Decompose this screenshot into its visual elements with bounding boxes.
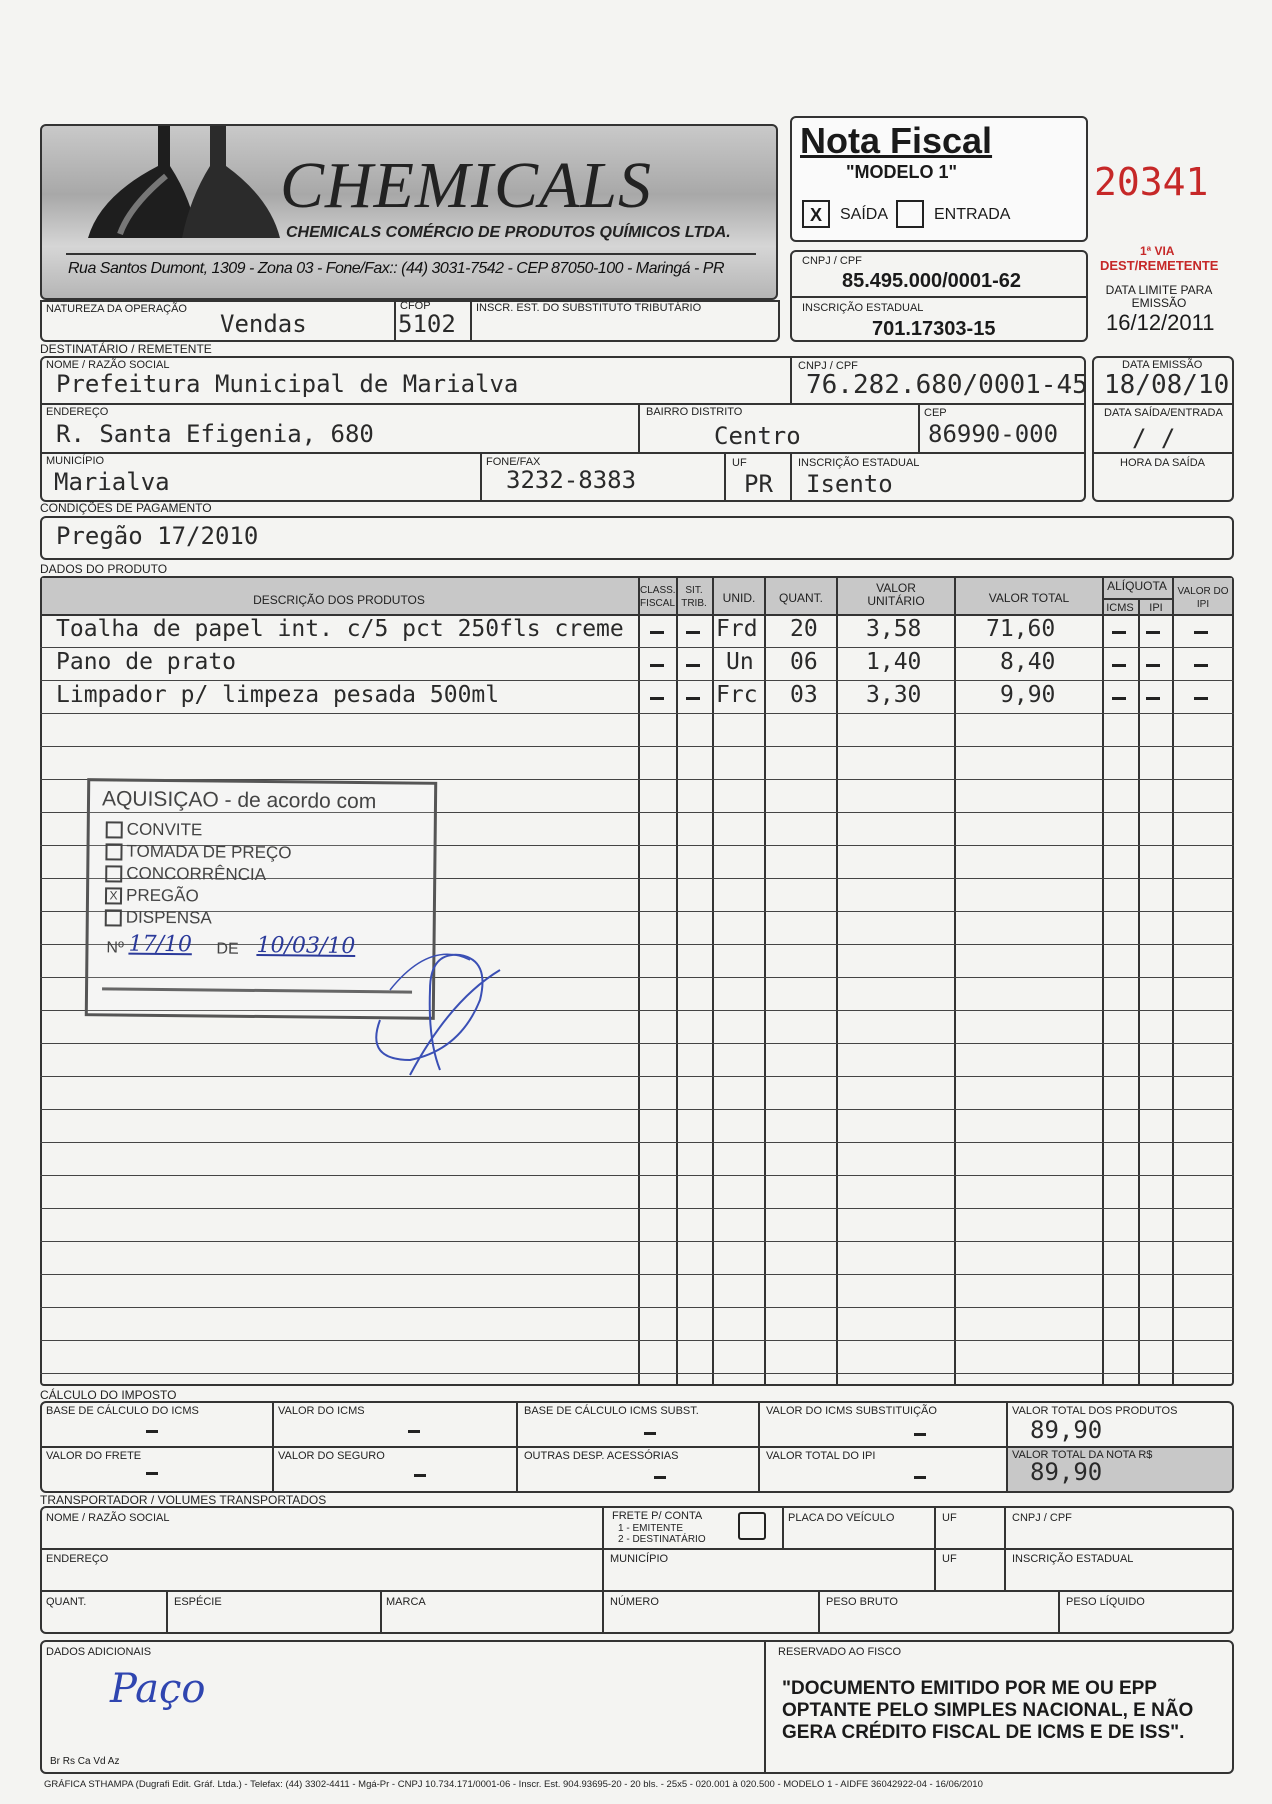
transp-ie-label: INSCRIÇÃO ESTADUAL: [1012, 1553, 1134, 1565]
company-full-name: CHEMICALS COMÉRCIO DE PRODUTOS QUÍMICOS LTDA.: [286, 224, 731, 241]
produtos-section: DADOS DO PRODUTO: [40, 562, 168, 576]
stamp-option: [105, 907, 212, 928]
dest-bairro: Centro: [714, 422, 801, 450]
transp-municipio-label: MUNICÍPIO: [610, 1553, 669, 1565]
item-2-unid: Un: [726, 649, 754, 675]
item-3-valor-unit: 3,30: [866, 682, 922, 708]
data-limite-label: DATA LIMITE PARA EMISSÃO: [1105, 283, 1213, 310]
stamp-option-checkbox: [106, 821, 123, 838]
frete-label: VALOR DO FRETE: [46, 1450, 142, 1462]
table-row-line: [40, 1142, 1234, 1143]
transp-numero-label: NÚMERO: [610, 1596, 659, 1608]
peso-liquido-label: PESO LÍQUIDO: [1066, 1596, 1145, 1608]
company-name: CHEMICALS: [280, 149, 652, 222]
signature-scribble: [370, 940, 510, 1090]
total-produtos-label: VALOR TOTAL DOS PRODUTOS: [1012, 1405, 1178, 1417]
natureza-value: Vendas: [220, 310, 307, 338]
item-1-valor-total: 71,60: [986, 616, 1056, 642]
nota-title: Nota Fiscal: [800, 120, 993, 161]
stamp-title: AQUISIÇAO - de acordo com: [101, 787, 377, 814]
item-2-descricao: Pano de prato: [56, 649, 237, 675]
saida-label: SAÍDA: [840, 206, 889, 223]
transp-uf-label: UF: [942, 1512, 957, 1524]
transp-marca-label: MARCA: [386, 1596, 426, 1608]
empty-cell-dash: [1146, 664, 1160, 667]
dest-endereco-label: ENDEREÇO: [46, 406, 109, 418]
cfop-value: 5102: [398, 310, 456, 338]
transp-nome-label: NOME / RAZÃO SOCIAL: [46, 1512, 170, 1524]
table-row-line: [40, 647, 1234, 648]
dest-cep: 86990-000: [928, 420, 1059, 448]
col-ipi: IPI: [1149, 602, 1163, 614]
table-row-line: [40, 1373, 1234, 1374]
entrada-label: ENTRADA: [934, 206, 1011, 223]
stamp-option-checkbox: [105, 909, 122, 926]
table-row-line: [40, 1043, 1234, 1044]
table-row-line: [40, 1241, 1234, 1242]
dest-ie: Isento: [806, 470, 893, 498]
dest-municipio: Marialva: [54, 468, 170, 496]
emitente-cnpj: 85.495.000/0001-62: [842, 270, 1022, 292]
data-saida-label: DATA SAÍDA/ENTRADA: [1104, 407, 1223, 419]
emitente-ie: 701.17303-15: [872, 318, 996, 340]
item-2-valor-total: 8,40: [1000, 649, 1056, 675]
stamp-option-label: CONVITE: [126, 819, 203, 840]
transp-endereco-label: ENDEREÇO: [46, 1553, 109, 1565]
total-produtos: 89,90: [1030, 1416, 1103, 1444]
stamp-num: 17/10: [128, 931, 193, 958]
stamp-option-checkbox: [105, 843, 122, 860]
table-row-line: [40, 1307, 1234, 1308]
item-3-descricao: Limpador p/ limpeza pesada 500ml: [56, 682, 500, 708]
empty-cell-dash: [1194, 631, 1208, 634]
adicionais-handwritten: Paço: [110, 1666, 206, 1712]
stamp-option-label: PREGÃO: [125, 885, 199, 906]
valor-icms-label: VALOR DO ICMS: [278, 1405, 365, 1417]
pagamento-section: CONDIÇÕES DE PAGAMENTO: [40, 501, 212, 515]
dest-fone: 3232-8383: [506, 466, 637, 494]
item-3-unid: Frc: [716, 682, 758, 708]
data-emissao: 18/08/10: [1104, 370, 1230, 400]
col-quant: QUANT.: [778, 591, 823, 605]
modelo-label: "MODELO 1": [846, 162, 958, 182]
saida-checkbox[interactable]: X: [802, 200, 830, 228]
frete-checkbox[interactable]: [738, 1512, 766, 1540]
via-dest-label: DEST/REMETENTE: [1100, 258, 1219, 273]
cfop-label: CFOP: [400, 300, 431, 312]
empty-cell-dash: [650, 697, 664, 700]
banner-divider: [66, 253, 756, 255]
dest-cnpj-label: CNPJ / CPF: [798, 360, 858, 372]
col-valor-ipi: VALOR DO IPI: [1177, 586, 1229, 610]
entrada-checkbox[interactable]: [896, 200, 924, 228]
pagamento-value: Pregão 17/2010: [56, 522, 259, 550]
data-emissao-label: DATA EMISSÃO: [1122, 359, 1203, 371]
fisco-label: RESERVADO AO FISCO: [778, 1646, 902, 1658]
col-class: CLASS. FISCAL: [640, 585, 676, 609]
transp-quant-label: QUANT.: [46, 1596, 87, 1608]
imposto-section: CÁLCULO DO IMPOSTO: [40, 1388, 177, 1402]
nota-fiscal-box: [790, 116, 1088, 242]
natureza-label: NATUREZA DA OPERAÇÃO: [46, 303, 187, 315]
stamp-num-label: Nº: [106, 939, 124, 957]
empty-cell-dash: [1112, 664, 1126, 667]
dest-cep-label: CEP: [924, 407, 947, 419]
item-1-unid: Frd: [716, 616, 758, 642]
empty-cell-dash: [650, 631, 664, 634]
transp-uf2-label: UF: [942, 1553, 957, 1565]
col-icms: ICMS: [1106, 602, 1134, 614]
company-address: Rua Santos Dumont, 1309 - Zona 03 - Fone/Fax:: (44) 3031-7542 - CEP 87050-100 - Maringá - PR: [68, 260, 724, 277]
dest-ie-label: INSCRIÇÃO ESTADUAL: [798, 457, 920, 469]
valor-subst-label: VALOR DO ICMS SUBSTITUIÇÃO: [766, 1405, 937, 1417]
col-valor-unit: VALOR UNITÁRIO: [867, 581, 925, 608]
stamp-option: [105, 841, 291, 863]
hora-saida-label: HORA DA SAÍDA: [1120, 457, 1205, 469]
stamp-option-label: TOMADA DE PREÇO: [126, 841, 292, 863]
placa-label: PLACA DO VEÍCULO: [788, 1512, 895, 1524]
col-unid: UNID.: [722, 591, 756, 605]
destinatario-section: DESTINATÁRIO / REMETENTE: [40, 342, 212, 356]
dest-municipio-label: MUNICÍPIO: [46, 455, 105, 467]
grafica-footer: GRÁFICA STHAMPA (Dugrafi Edit. Gráf. Ltda.) - Telefax: (44) 3302-4411 - Mgá-Pr - CNPJ 10.734.171/0001-06 - Inscr. Est. 904.93695-20 - 20 bls. - 25x5 - 020.001 à 020.500 - MODELO 1 - AIDFE 36042922-04 - 16/06/2010: [44, 1779, 983, 1790]
col-valor-total: VALOR TOTAL: [988, 591, 1070, 605]
frete-opt1: 1 - EMITENTE: [618, 1523, 684, 1534]
table-row-line: [40, 713, 1234, 714]
empty-cell-dash: [686, 631, 700, 634]
item-3-valor-total: 9,90: [1000, 682, 1056, 708]
col-descricao: DESCRIÇÃO DOS PRODUTOS: [253, 593, 425, 607]
stamp-option: [105, 863, 266, 885]
dest-fone-label: FONE/FAX: [486, 456, 541, 468]
table-row-line: [40, 1274, 1234, 1275]
empty-cell-dash: [650, 664, 664, 667]
dest-nome-label: NOME / RAZÃO SOCIAL: [46, 359, 170, 371]
empty-cell-dash: [686, 697, 700, 700]
peso-bruto-label: PESO BRUTO: [826, 1596, 898, 1608]
outras-label: OUTRAS DESP. ACESSÓRIAS: [524, 1450, 679, 1462]
empty-cell-dash: [1194, 664, 1208, 667]
fisco-text: "DOCUMENTO EMITIDO POR ME OU EPP OPTANTE PELO SIMPLES NACIONAL, E NÃO GERA CRÉDITO FISCAL DE ICMS E DE ISS".: [782, 1678, 1194, 1743]
item-1-valor-unit: 3,58: [866, 616, 922, 642]
table-row-line: [40, 1208, 1234, 1209]
adicionais-label: DADOS ADICIONAIS: [46, 1646, 152, 1658]
frete-conta-label: FRETE P/ CONTA: [612, 1510, 703, 1522]
total-nota-label: VALOR TOTAL DA NOTA R$: [1012, 1449, 1153, 1461]
stamp-option-checkbox: [105, 865, 122, 882]
stamp-option-checkbox: X: [105, 887, 122, 904]
stamp-underline: [102, 987, 412, 993]
item-1-descricao: Toalha de papel int. c/5 pct 250fls creme: [56, 616, 624, 642]
dest-endereco: R. Santa Efigenia, 680: [56, 420, 374, 448]
base-subst-label: BASE DE CÁLCULO ICMS SUBST.: [524, 1405, 699, 1417]
col-sit: SIT. TRIB.: [681, 585, 707, 609]
subst-label: INSCR. EST. DO SUBSTITUTO TRIBUTÁRIO: [476, 302, 702, 314]
stamp-date: 10/03/10: [256, 932, 356, 959]
emitente-ie-label: INSCRIÇÃO ESTADUAL: [802, 302, 924, 314]
stamp-option: [106, 819, 203, 840]
data-limite-value: 16/12/2011: [1106, 310, 1215, 335]
table-row-line: [40, 1340, 1234, 1341]
item-2-valor-unit: 1,40: [866, 649, 922, 675]
empty-cell-dash: [686, 664, 700, 667]
base-icms-label: BASE DE CÁLCULO DO ICMS: [46, 1405, 199, 1417]
transp-cnpj-label: CNPJ / CPF: [1012, 1512, 1072, 1524]
table-row-line: [40, 1175, 1234, 1176]
table-row-line: [40, 746, 1234, 747]
transportador-section: TRANSPORTADOR / VOLUMES TRANSPORTADOS: [40, 1493, 327, 1507]
empty-cell-dash: [1112, 631, 1126, 634]
dest-nome: Prefeitura Municipal de Marialva: [56, 370, 519, 398]
seguro-label: VALOR DO SEGURO: [278, 1450, 385, 1462]
dest-cnpj: 76.282.680/0001-45: [806, 370, 1088, 400]
ipi-total-label: VALOR TOTAL DO IPI: [766, 1450, 876, 1462]
data-saida: / /: [1132, 424, 1176, 452]
col-aliquota: ALÍQUOTA: [1107, 579, 1167, 593]
empty-cell-dash: [1146, 697, 1160, 700]
empty-cell-dash: [1146, 631, 1160, 634]
table-row-line: [40, 1109, 1234, 1110]
flask-logo-icon: [70, 126, 300, 244]
dest-uf-label: UF: [732, 457, 747, 469]
table-row-line: [40, 680, 1234, 681]
item-2-quant: 06: [790, 649, 818, 675]
transp-especie-label: ESPÉCIE: [174, 1596, 222, 1608]
company-banner: [40, 124, 778, 300]
total-nota: 89,90: [1030, 1458, 1103, 1486]
dest-bairro-label: BAIRRO DISTRITO: [646, 406, 743, 418]
stamp-option-label: CONCORRÊNCIA: [126, 863, 267, 885]
stamp-option-label: DISPENSA: [125, 907, 212, 928]
stamp-option: [105, 885, 199, 906]
dest-uf: PR: [744, 470, 773, 498]
via-label: 1ª VIA: [1140, 244, 1175, 258]
empty-cell-dash: [1194, 697, 1208, 700]
empty-cell-dash: [1112, 697, 1126, 700]
emitente-cnpj-label: CNPJ / CPF: [802, 255, 862, 267]
stamp-de-label: DE: [216, 940, 239, 958]
frete-opt2: 2 - DESTINATÁRIO: [618, 1534, 706, 1545]
table-row-line: [40, 1076, 1234, 1077]
nota-number: 20341: [1094, 160, 1209, 204]
item-3-quant: 03: [790, 682, 818, 708]
item-1-quant: 20: [790, 616, 818, 642]
adicionais-footer-small: Br Rs Ca Vd Az: [50, 1756, 120, 1767]
